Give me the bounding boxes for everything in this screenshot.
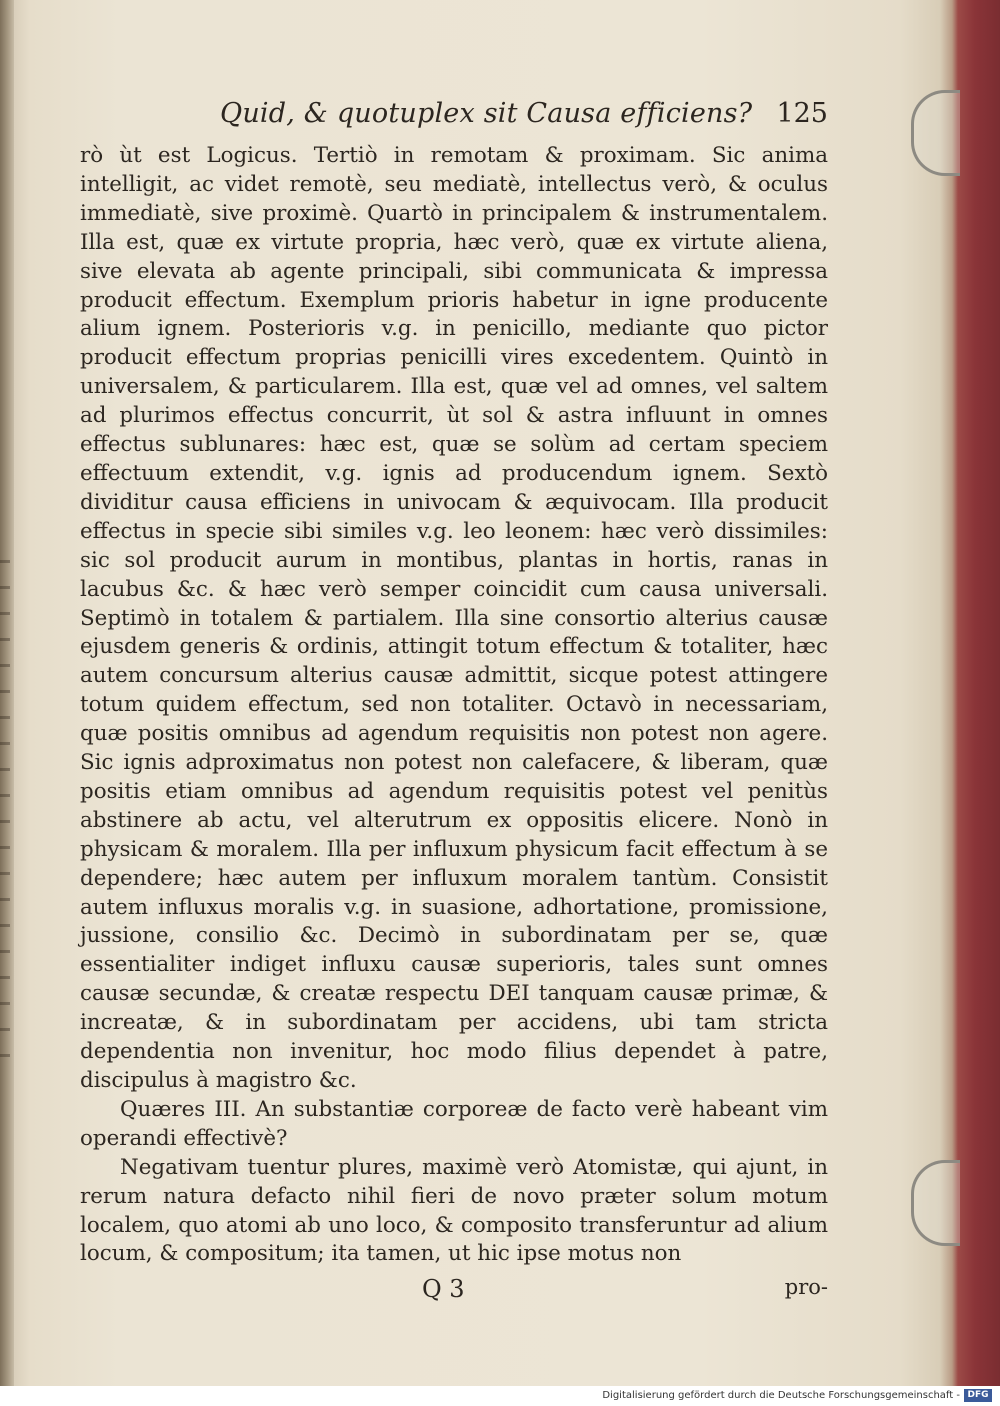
running-head-title: Quid, & quotuplex sit Causa efficiens? [220, 98, 753, 129]
running-head [80, 92, 828, 138]
signature-row [80, 1273, 828, 1309]
body-text [80, 142, 828, 1269]
paragraph-question-iii: Quæres III. An substantiæ corporeæ de facto verè habeant vim operandi effectivè? [80, 1096, 828, 1151]
top-page-clip [911, 90, 960, 176]
bottom-page-clip [911, 1160, 960, 1246]
page-number: 125 [776, 98, 828, 129]
paragraph-negativam: Negativam tuentur plures, maximè verò Atomistæ, qui ajunt, in rerum natura defacto nihil fieri de novo præter solum motum localem, quo atomi ab uno loco, & composito transferuntur ad alium locum, & compositum; ita tamen, ut hic ipse motus non [80, 1154, 828, 1267]
paragraph-divisions: rò ùt est Logicus. Tertiò in remotam & proximam. Sic anima intelligit, ac videt remotè, seu mediatè, intellectus verò, & oculus immediatè, sive proximè. Quartò in principalem & instrumentalem. Illa est, quæ ex virtute propria, hæc verò, quæ ex virtute aliena, sive elevata ab agente principali, sibi communicata & impressa producit effectum. Exemplum prioris habetur in igne producente alium ignem. Posterioris v.g. in penicillo, mediante quo pictor producit effectum proprias penicilli vires excedentem. Quintò in universalem, & particularem. Illa est, quæ vel ad omnes, vel saltem ad plurimos effectus concurrit, ùt sol & astra influunt in omnes effectus sublunares: hæc est, quæ se solùm ad certam speciem effectuum extendit, v.g. ignis ad producendum ignem. Sextò dividitur causa efficiens in univocam & æquivocam. Illa producit effectus in specie sibi similes v.g. leo leonem: hæc verò dissimiles: sic sol producit aurum in montibus, plantas in hortis, ranas in lacubus &c. & hæc verò semper coincidit cum causa universali. Septimò in totalem & partialem. Illa sine consortio alterius causæ ejusdem generis & ordinis, attingit totum effectum & totaliter, hæc autem concursum alterius causæ admittit, sicque potest attingere totum quidem effectum, sed non totaliter. Octavò in necessariam, quæ positis omnibus ad agendum requisitis non potest non agere. Sic ignis adproximatus non potest non calefacere, & liberam, quæ positis etiam omnibus ad agendum requisitis potest vel penitùs abstinere ab actu, vel alterutrum ex oppositis elicere. Nonò in physicam & moralem. Illa per influxum physicum facit effectum à se dependere; hæc autem per influxum moralem tantùm. Consistit autem influxus moralis v.g. in suasione, adhortatione, promissione, jussione, consilio &c. Decimò in subordinatam per se, quæ essentialiter indiget influxu causæ superioris, tales sunt omnes causæ secundæ, & creatæ respectu DEI tanquam causæ primæ, & increatæ, & in subordinatam per accidens, ubi tam stricta dependentia non invenitur, hoc modo filius dependet à patre, discipulus à magistro &c. [80, 143, 828, 1093]
funding-credit: Digitalisierung gefördert durch die Deutsche Forschungsgemeinschaft - [602, 1390, 960, 1401]
signature-mark: Q 3 [422, 1275, 465, 1304]
facing-page-text-fragments [0, 560, 10, 1080]
catchword: pro- [784, 1275, 828, 1300]
dfg-logo: DFG [964, 1389, 992, 1402]
book-page [80, 92, 828, 1309]
digitization-footer [0, 1386, 1000, 1406]
